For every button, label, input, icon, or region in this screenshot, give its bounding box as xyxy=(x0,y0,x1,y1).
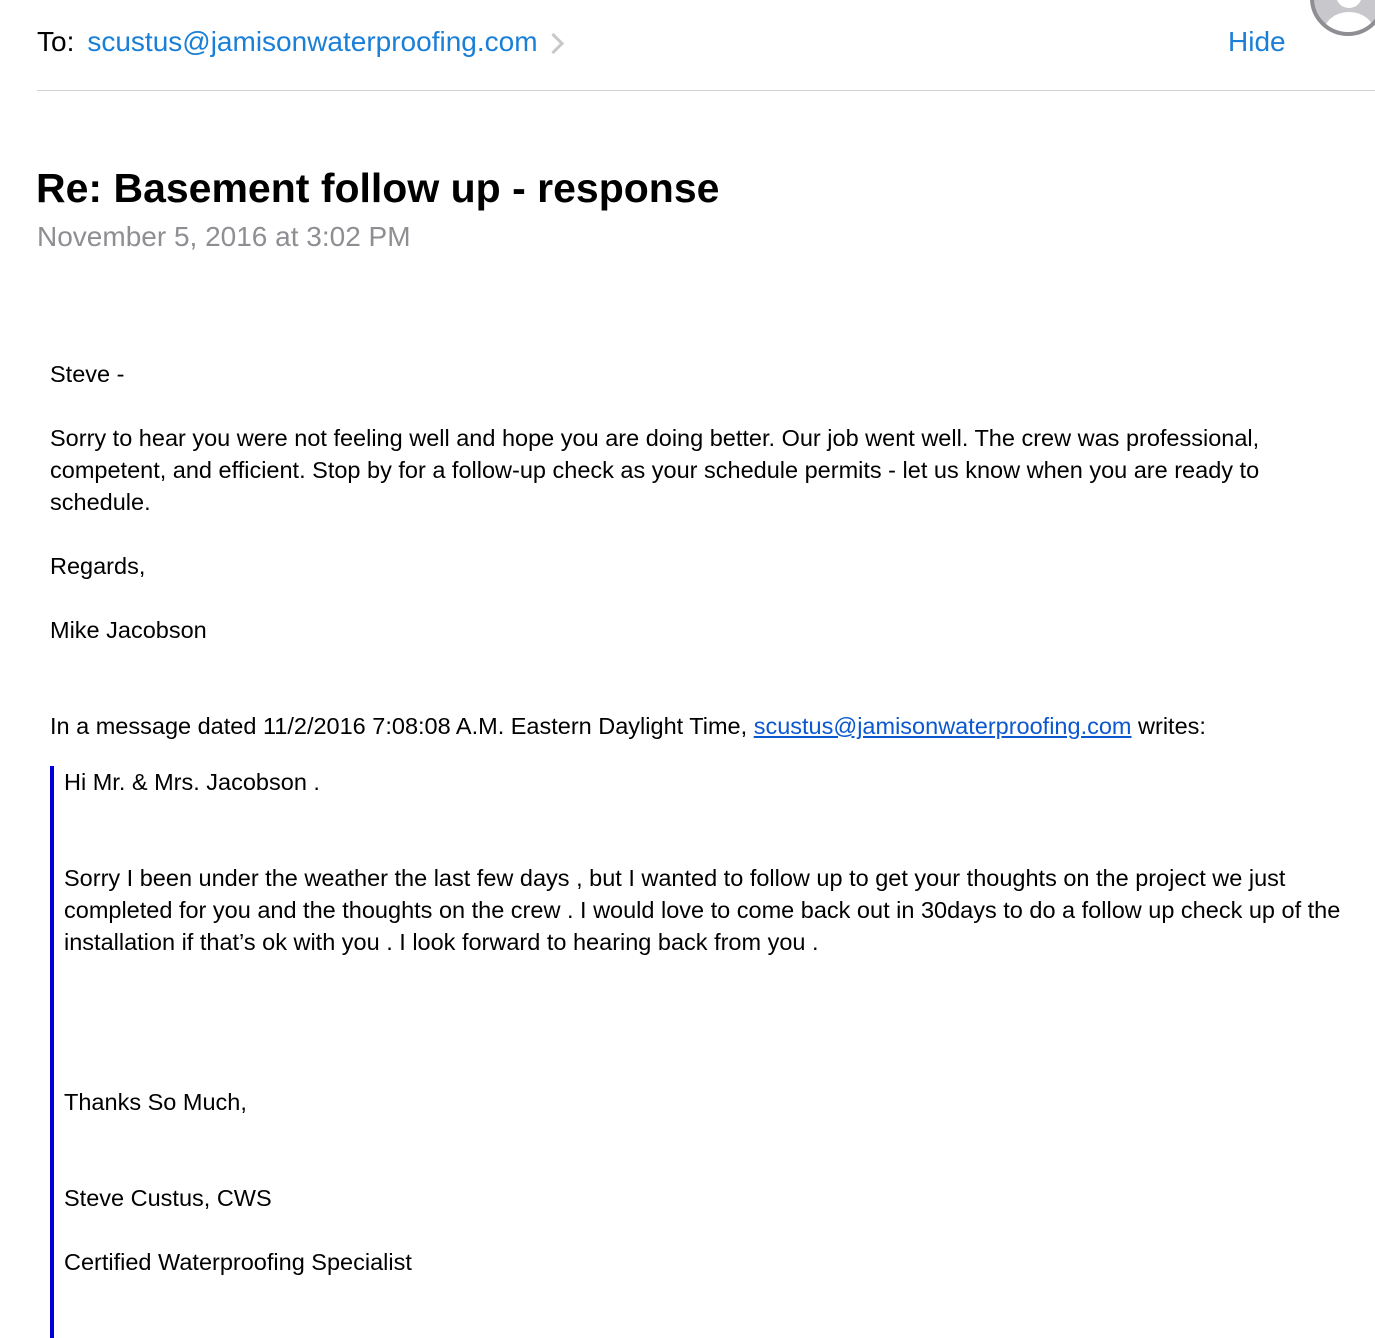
quoted-paragraph: Sorry I been under the weather the last few days , but I wanted to follow up to get your thoughts on the project we just completed for you and the thoughts on the crew . I would love to come back out in 30days to do a follow up check up of the installation if that’s ok with you . I look forward to hearing back from you . xyxy=(64,865,1341,955)
quoted-greeting: Hi Mr. & Mrs. Jacobson . xyxy=(64,769,320,795)
person-head-icon xyxy=(1336,0,1362,8)
quoted-signature-title: Certified Waterproofing Specialist xyxy=(64,1249,412,1275)
person-body-icon xyxy=(1324,12,1374,36)
body-paragraph: Sorry to hear you were not feeling well and hope you are doing better. Our job went well. The crew was professional, competent, and efficient. Stop by for a follow-up check as your schedule permits - let us know when you are ready to schedule. xyxy=(50,425,1260,515)
body-greeting: Steve - xyxy=(50,361,125,387)
to-label: To: xyxy=(37,26,75,57)
email-date: November 5, 2016 at 3:02 PM xyxy=(37,221,411,252)
chevron-right-icon[interactable] xyxy=(542,32,563,53)
avatar[interactable] xyxy=(1310,0,1375,36)
recipient-address[interactable]: scustus@jamisonwaterproofing.com xyxy=(87,26,538,57)
hide-details-button[interactable]: Hide xyxy=(1228,26,1286,57)
quoted-message xyxy=(50,766,1360,1338)
body-signature: Mike Jacobson xyxy=(50,617,207,643)
header-divider xyxy=(37,90,1375,91)
email-body xyxy=(50,358,1360,742)
email-subject: Re: Basement follow up - response xyxy=(36,165,720,211)
quote-intro-prefix: In a message dated 11/2/2016 7:08:08 A.M. Eastern Daylight Time, xyxy=(50,713,754,739)
body-closing: Regards, xyxy=(50,553,146,579)
quote-intro xyxy=(50,710,1360,742)
recipient-row xyxy=(37,22,561,62)
quoted-signature-name: Steve Custus, CWS xyxy=(64,1185,272,1211)
quoted-closing: Thanks So Much, xyxy=(64,1089,247,1115)
quote-intro-suffix: writes: xyxy=(1131,713,1206,739)
quote-sender-link[interactable]: scustus@jamisonwaterproofing.com xyxy=(753,713,1132,739)
